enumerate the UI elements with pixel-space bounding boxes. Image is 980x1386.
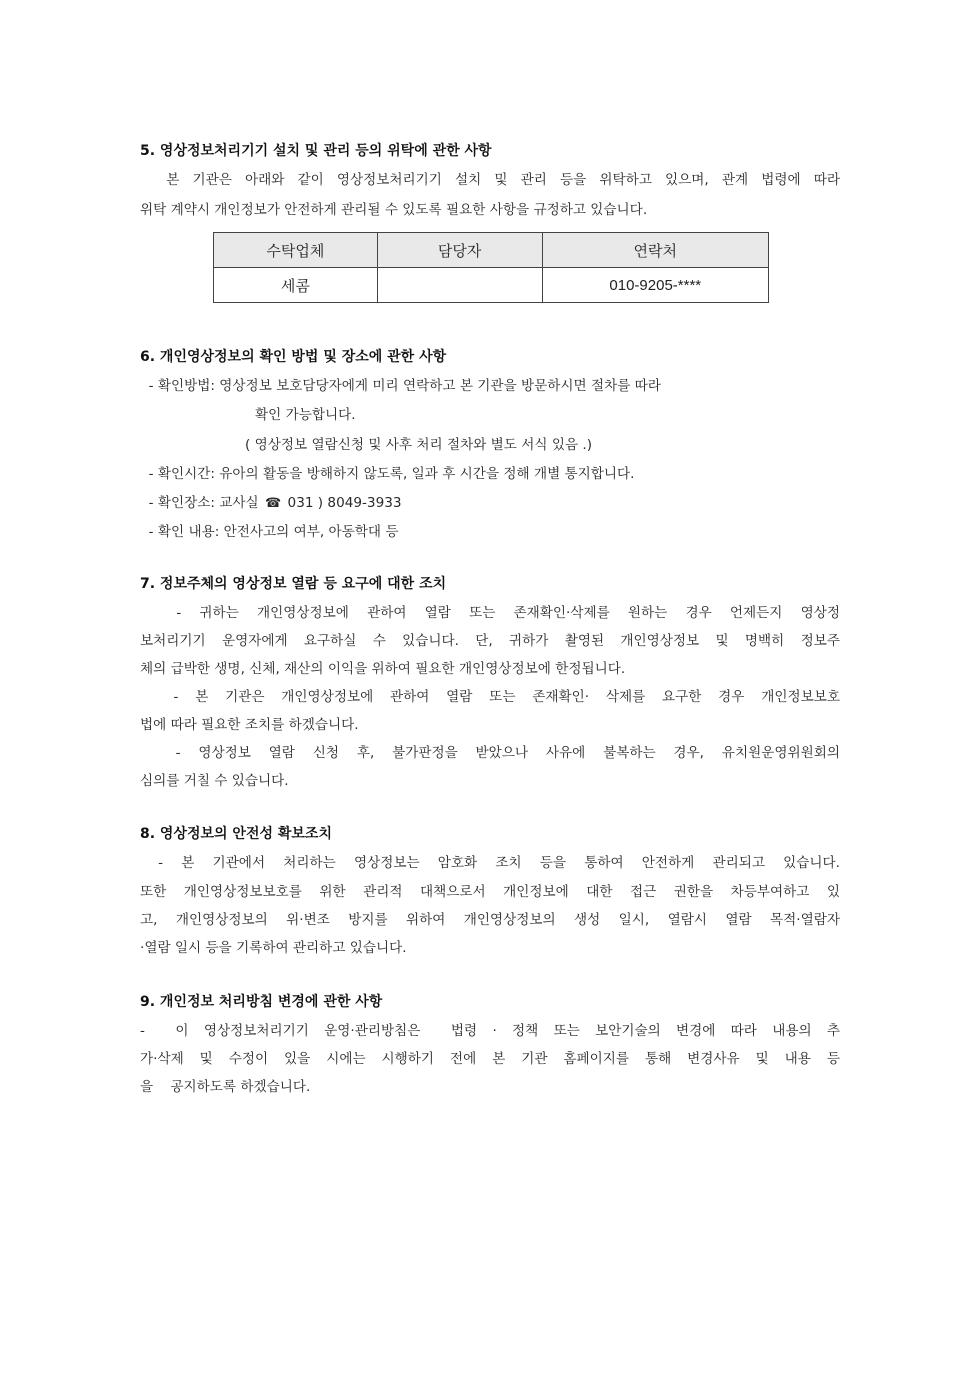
section-9-line-1: - 이 영상정보처리기기 운영·관리방침은 법령 · 정책 또는 보안기술의 변경에 따라 내용의 추 xyxy=(140,1023,840,1039)
vendor-contact-cell: 010-9205-**** xyxy=(542,268,768,303)
phone-icon: ☎ xyxy=(265,496,282,511)
vendor-manager-cell xyxy=(377,268,542,303)
section-9-line-2: 가·삭제 및 수정이 있을 시에는 시행하기 전에 본 기관 홈페이지를 통해 변경사유 및 내용 등 xyxy=(140,1051,840,1067)
section-6-method-line-2: 확인 가능합니다. xyxy=(255,407,356,423)
section-5-paragraph-line-2: 위탁 계약시 개인정보가 안전하게 관리될 수 있도록 필요한 사항을 규정하고 있습니다. xyxy=(140,202,648,218)
section-6-place-prefix: - 확인장소: 교사실 xyxy=(140,495,264,511)
section-6-place-phone: 031 ) 8049-3933 xyxy=(283,495,402,511)
section-8-line-4: ·열람 일시 등을 기록하여 관리하고 있습니다. xyxy=(140,940,407,956)
section-6-place-line xyxy=(140,491,402,511)
vendor-table xyxy=(213,232,769,303)
section-6-title: 6. 개인영상정보의 확인 방법 및 장소에 관한 사항 xyxy=(140,349,447,365)
section-7-p2-line-2: 법에 따라 필요한 조치를 하겠습니다. xyxy=(140,717,359,733)
section-8-line-3: 고, 개인영상정보의 위·변조 방지를 위하여 개인영상정보의 생성 일시, 열람시 열람 목적·열람자 xyxy=(140,912,840,928)
section-5-title: 5. 영상정보처리기기 설치 및 관리 등의 위탁에 관한 사항 xyxy=(140,143,492,159)
table-row xyxy=(214,268,769,303)
vendor-table-header-contact: 연락처 xyxy=(542,233,768,268)
section-9-line-3: 을 공지하도록 하겠습니다. xyxy=(140,1079,311,1095)
section-7-title: 7. 정보주체의 영상정보 열람 등 요구에 대한 조치 xyxy=(140,576,447,592)
vendor-company-cell: 세콤 xyxy=(214,268,378,303)
vendor-table-header-company: 수탁업체 xyxy=(214,233,378,268)
section-8-line-2: 또한 개인영상정보보호를 위한 관리적 대책으로서 개인정보에 대한 접근 권한을 차등부여하고 있 xyxy=(140,884,840,900)
section-6-method-line-3: ( 영상정보 열람신청 및 사후 처리 절차와 별도 서식 있음 .) xyxy=(245,437,593,453)
section-5-paragraph-line-1: 본 기관은 아래와 같이 영상정보처리기기 설치 및 관리 등을 위탁하고 있으며, 관계 법령에 따라 xyxy=(140,172,840,188)
section-8-title: 8. 영상정보의 안전성 확보조치 xyxy=(140,826,332,842)
section-7-p3-line-1: - 영상정보 열람 신청 후, 불가판정을 받았으나 사유에 불복하는 경우, 유치원운영위원회의 xyxy=(140,745,840,761)
section-7-p3-line-2: 심의를 거칠 수 있습니다. xyxy=(140,773,289,789)
section-7-p1-line-1: - 귀하는 개인영상정보에 관하여 열람 또는 존재확인·삭제를 원하는 경우 언제든지 영상정 xyxy=(140,605,840,621)
section-8-line-1: - 본 기관에서 처리하는 영상정보는 암호화 조치 등을 통하여 안전하게 관리되고 있습니다. xyxy=(140,855,840,871)
section-6-method-line-1: - 확인방법: 영상정보 보호담당자에게 미리 연락하고 본 기관을 방문하시면 절차를 따라 xyxy=(140,378,661,394)
section-6-time-line: - 확인시간: 유아의 활동을 방해하지 않도록, 일과 후 시간을 정해 개별 통지합니다. xyxy=(140,466,635,482)
section-7-p1-line-3: 체의 급박한 생명, 신체, 재산의 이익을 위하여 필요한 개인영상정보에 한정됩니다. xyxy=(140,661,626,677)
section-9-title: 9. 개인정보 처리방침 변경에 관한 사항 xyxy=(140,994,383,1010)
section-7-p1-line-2: 보처리기기 운영자에게 요구하실 수 있습니다. 단, 귀하가 촬영된 개인영상정보 및 명백히 정보주 xyxy=(140,633,840,649)
section-7-p2-line-1: - 본 기관은 개인영상정보에 관하여 열람 또는 존재확인· 삭제를 요구한 경우 개인정보보호 xyxy=(140,689,840,705)
section-6-content-line: - 확인 내용: 안전사고의 여부, 아동학대 등 xyxy=(140,524,399,540)
vendor-table-header-manager: 담당자 xyxy=(377,233,542,268)
vendor-table-header-row xyxy=(214,233,769,268)
